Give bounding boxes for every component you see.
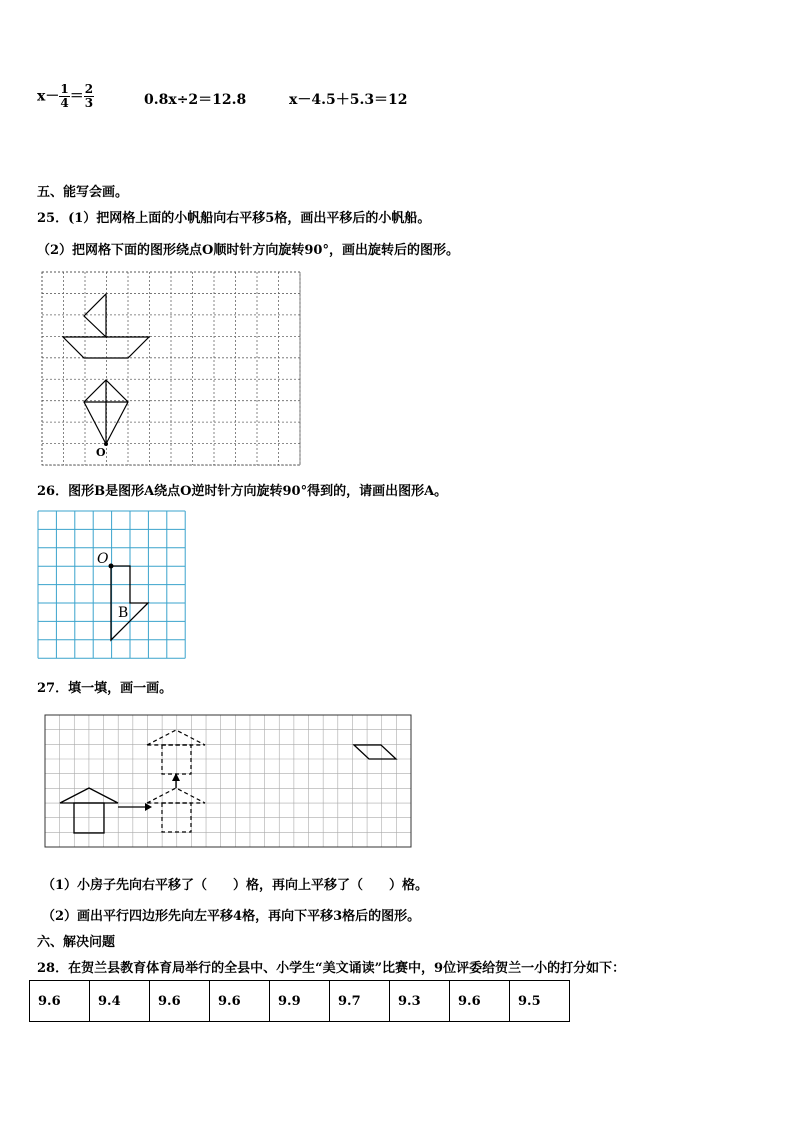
score-cell: 9.6: [210, 981, 270, 1022]
figure-27-border: [45, 715, 411, 847]
question-26: 26．图形B是图形A绕点O逆时针方向旋转90°得到的，请画出图形A。: [37, 484, 448, 499]
score-cell: 9.6: [450, 981, 510, 1022]
score-cell: 9.6: [30, 981, 90, 1022]
equation-3: x－4.5＋5.3＝12: [289, 92, 408, 108]
score-cell: 9.5: [510, 981, 570, 1022]
arrow-right-head: [145, 803, 152, 811]
figure-26-shape-label: B: [118, 605, 129, 621]
question-27-part-1: （1）小房子先向右平移了（ ）格，再向上平移了（ ）格。: [42, 878, 429, 893]
score-cell: 9.6: [150, 981, 210, 1022]
fraction-numerator: 1: [60, 82, 69, 96]
table-row: [30, 981, 570, 1022]
equation-2: 0.8x÷2＝12.8: [144, 92, 247, 108]
dashed-house-upper-roof: [147, 730, 205, 745]
dashed-house-lower-roof: [147, 788, 205, 803]
score-cell: 9.7: [330, 981, 390, 1022]
fraction-denominator: 4: [60, 96, 69, 110]
figure-27-grid-lines: [45, 715, 411, 847]
score-cell: 9.4: [90, 981, 150, 1022]
figure-26-point-label: O: [97, 551, 109, 567]
question-25-part-2: （2）把网格下面的图形绕点O顺时针方向旋转90°，画出旋转后的图形。: [37, 243, 459, 258]
question-28: 28．在贺兰县教育体育局举行的全县中、小学生“美文诵读”比赛中，9位评委给贺兰一小的打分如下：: [37, 961, 626, 976]
section-6-title: 六、解决问题: [37, 935, 116, 950]
question-25-part-1: 25．(1）把网格上面的小帆船向右平移5格，画出平移后的小帆船。: [37, 211, 431, 226]
fraction-denominator: 3: [84, 96, 94, 110]
score-cell: 9.3: [390, 981, 450, 1022]
section-5-title: 五、能写会画。: [37, 185, 129, 200]
question-27-part-2: （2）画出平行四边形先向左平移4格，再向下平移3格后的图形。: [42, 909, 421, 924]
figure-25-point-label: O: [96, 446, 106, 459]
parallelogram: [354, 745, 396, 759]
scores-table: [29, 980, 570, 1022]
question-27: 27．填一填，画一画。: [37, 681, 173, 696]
equation-1-prefix: x－: [37, 88, 60, 105]
score-cell: 9.9: [270, 981, 330, 1022]
fraction-numerator: 2: [84, 82, 94, 96]
equation-1-equals: ＝: [69, 88, 84, 105]
